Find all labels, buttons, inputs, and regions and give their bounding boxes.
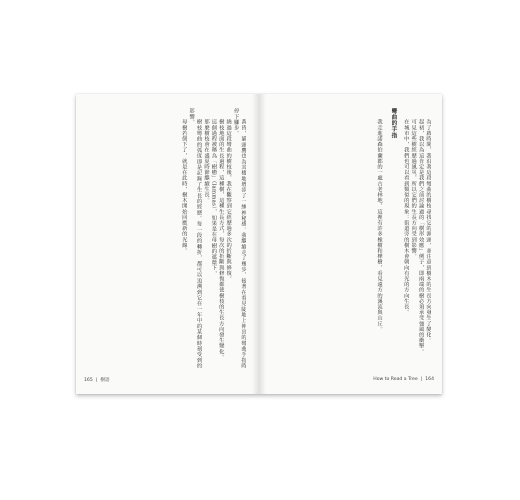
right-page <box>259 94 442 394</box>
paragraph: 在城市中，我們也可以看到類似的現象：街道旁的樹木會朝向有光的方向生長。 <box>402 118 409 315</box>
paragraph: 樹枝彎曲的弧度即是記錄了生長的經歷。每一段的轉折，都可以追溯到它在一年中的某個時刻受到的影響。 <box>188 108 202 368</box>
paragraph: 可見這些樹經歷過風災，所以它們的生長方向受到影響。 <box>410 118 417 259</box>
running-title: 樹語 <box>100 378 110 383</box>
paragraph: 樹枝地面的生長過程，這種樹，這種生長方式，每次的折斷與修復都使樹枝的生長方向發生變化。 <box>217 118 224 360</box>
folio-separator: | <box>95 378 98 383</box>
paragraph: 母樹若倒下了，就是在此時，樹木開始回應新的光線。 <box>180 118 187 253</box>
book-spread <box>76 94 442 394</box>
right-page-body <box>267 108 431 368</box>
left-page <box>76 94 259 394</box>
paragraph: 繞過這段彎曲的樹枝後，我在觀察到它經歷過多次的折斷與修復。 <box>225 118 232 281</box>
paragraph: 為了啟時間，我沿著這段彎曲的樹枝尋找它的源頭，並注意到樹木的生長方向發生了變化。 <box>425 118 431 343</box>
paragraph: 那麼樹枝會在盛夏時節繼續生長。 <box>202 118 209 203</box>
paragraph: 這個過程被稱為「樹癒」（lammas），如果是在母樹的遮蔭下， <box>210 118 217 276</box>
running-title: How to Read a Tree <box>373 377 418 382</box>
left-folio <box>84 377 110 383</box>
page-number: 164 <box>425 377 434 382</box>
paragraph: 黃昏，貓頭鷹也為其棲地增添了一絲神秘感。我繼續走了幾步，接著在看見陡地上伸出的彎曲手指時停下腳步。 <box>232 108 246 368</box>
right-folio <box>373 377 434 382</box>
left-page-body <box>86 108 246 368</box>
paragraph: 我走進諾森伯蘭郡的一處古老林地，這裡有許多橡樹和樺樹，看見遠方的溪流與山丘。 <box>375 118 382 332</box>
section-heading: 彎曲的手指 <box>390 108 397 139</box>
paragraph: 起初，我以為這肯定是我們之前討論過的「樹形效應」例子，即兩端的樹必須承受強風的衝擊。 <box>417 118 424 354</box>
folio-separator: | <box>420 377 423 382</box>
page-number: 165 <box>84 378 93 383</box>
